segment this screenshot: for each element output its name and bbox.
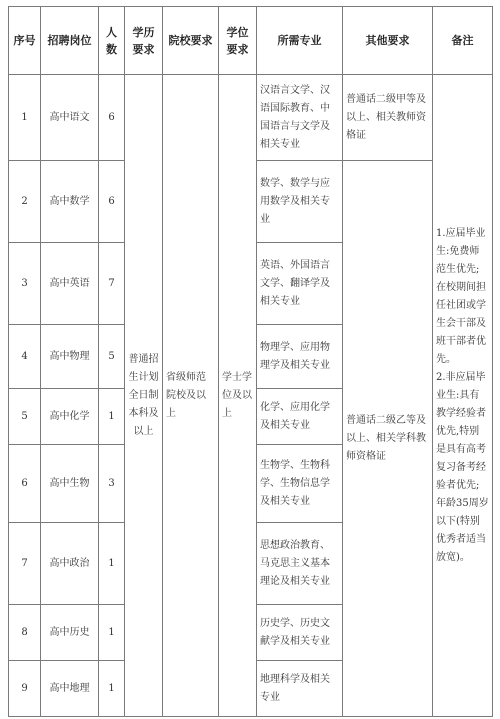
row-position: 高中数学 (41, 161, 99, 243)
row-no: 2 (9, 161, 41, 243)
header-row (9, 7, 493, 75)
row-no: 5 (9, 389, 41, 445)
row-major: 历史学、历史文献学及相关专业 (257, 605, 343, 661)
table-row (9, 75, 493, 161)
remark-line-2: 2.非应届毕业生:具有教学经验者优先,特别是具有高考复习备考经验者优先;年龄35周岁以下(特别优秀者适当放宽)。 (436, 371, 489, 563)
header-school: 院校要求 (163, 7, 219, 75)
remarks (433, 75, 493, 717)
row-count: 1 (99, 661, 125, 717)
row-position: 高中英语 (41, 243, 99, 325)
row-no: 7 (9, 523, 41, 605)
row-count: 7 (99, 243, 125, 325)
row-no: 8 (9, 605, 41, 661)
row-major: 生物学、生物科学、生物信息学及相关专业 (257, 445, 343, 523)
header-position: 招聘岗位 (41, 7, 99, 75)
education-requirement: 普通招生计划全日制本科及以上 (125, 75, 163, 717)
row-major: 数学、数学与应用数学及相关专业 (257, 161, 343, 243)
other-requirement-rest: 普通话二级乙等及以上、相关学科教师资格证 (343, 161, 433, 717)
recruitment-table (8, 6, 493, 717)
header-note: 备注 (433, 7, 493, 75)
degree-requirement: 学士学位及以上 (219, 75, 257, 717)
other-requirement-chinese: 普通话二级甲等及以上、相关教师资格证 (343, 75, 433, 161)
remark-line-1: 1.应届毕业生:免费师范生优先;在校期间担任社团或学生会干部及班干部者优先。 (436, 227, 486, 365)
row-position: 高中化学 (41, 389, 99, 445)
row-no: 1 (9, 75, 41, 161)
row-count: 6 (99, 161, 125, 243)
header-no: 序号 (9, 7, 41, 75)
row-no: 9 (9, 661, 41, 717)
row-count: 6 (99, 75, 125, 161)
row-major: 化学、应用化学及相关专业 (257, 389, 343, 445)
row-count: 1 (99, 389, 125, 445)
row-position: 高中生物 (41, 445, 99, 523)
row-count: 1 (99, 523, 125, 605)
row-position: 高中物理 (41, 325, 99, 389)
row-major: 地理科学及相关专业 (257, 661, 343, 717)
header-count: 人数 (99, 7, 125, 75)
header-other: 其他要求 (343, 7, 433, 75)
row-no: 6 (9, 445, 41, 523)
row-position: 高中历史 (41, 605, 99, 661)
row-position: 高中政治 (41, 523, 99, 605)
row-count: 5 (99, 325, 125, 389)
row-major: 思想政治教育、马克思主义基本理论及相关专业 (257, 523, 343, 605)
row-position: 高中地理 (41, 661, 99, 717)
header-degree: 学位要求 (219, 7, 257, 75)
header-education: 学历要求 (125, 7, 163, 75)
row-count: 1 (99, 605, 125, 661)
row-position: 高中语文 (41, 75, 99, 161)
row-major: 物理学、应用物理学及相关专业 (257, 325, 343, 389)
row-count: 3 (99, 445, 125, 523)
row-major: 英语、外国语言文学、翻译学及相关专业 (257, 243, 343, 325)
row-no: 3 (9, 243, 41, 325)
row-no: 4 (9, 325, 41, 389)
row-major: 汉语言文学、汉语国际教育、中国语言与文学及相关专业 (257, 75, 343, 161)
header-major: 所需专业 (257, 7, 343, 75)
school-requirement: 省级师范院校及以上 (163, 75, 219, 717)
